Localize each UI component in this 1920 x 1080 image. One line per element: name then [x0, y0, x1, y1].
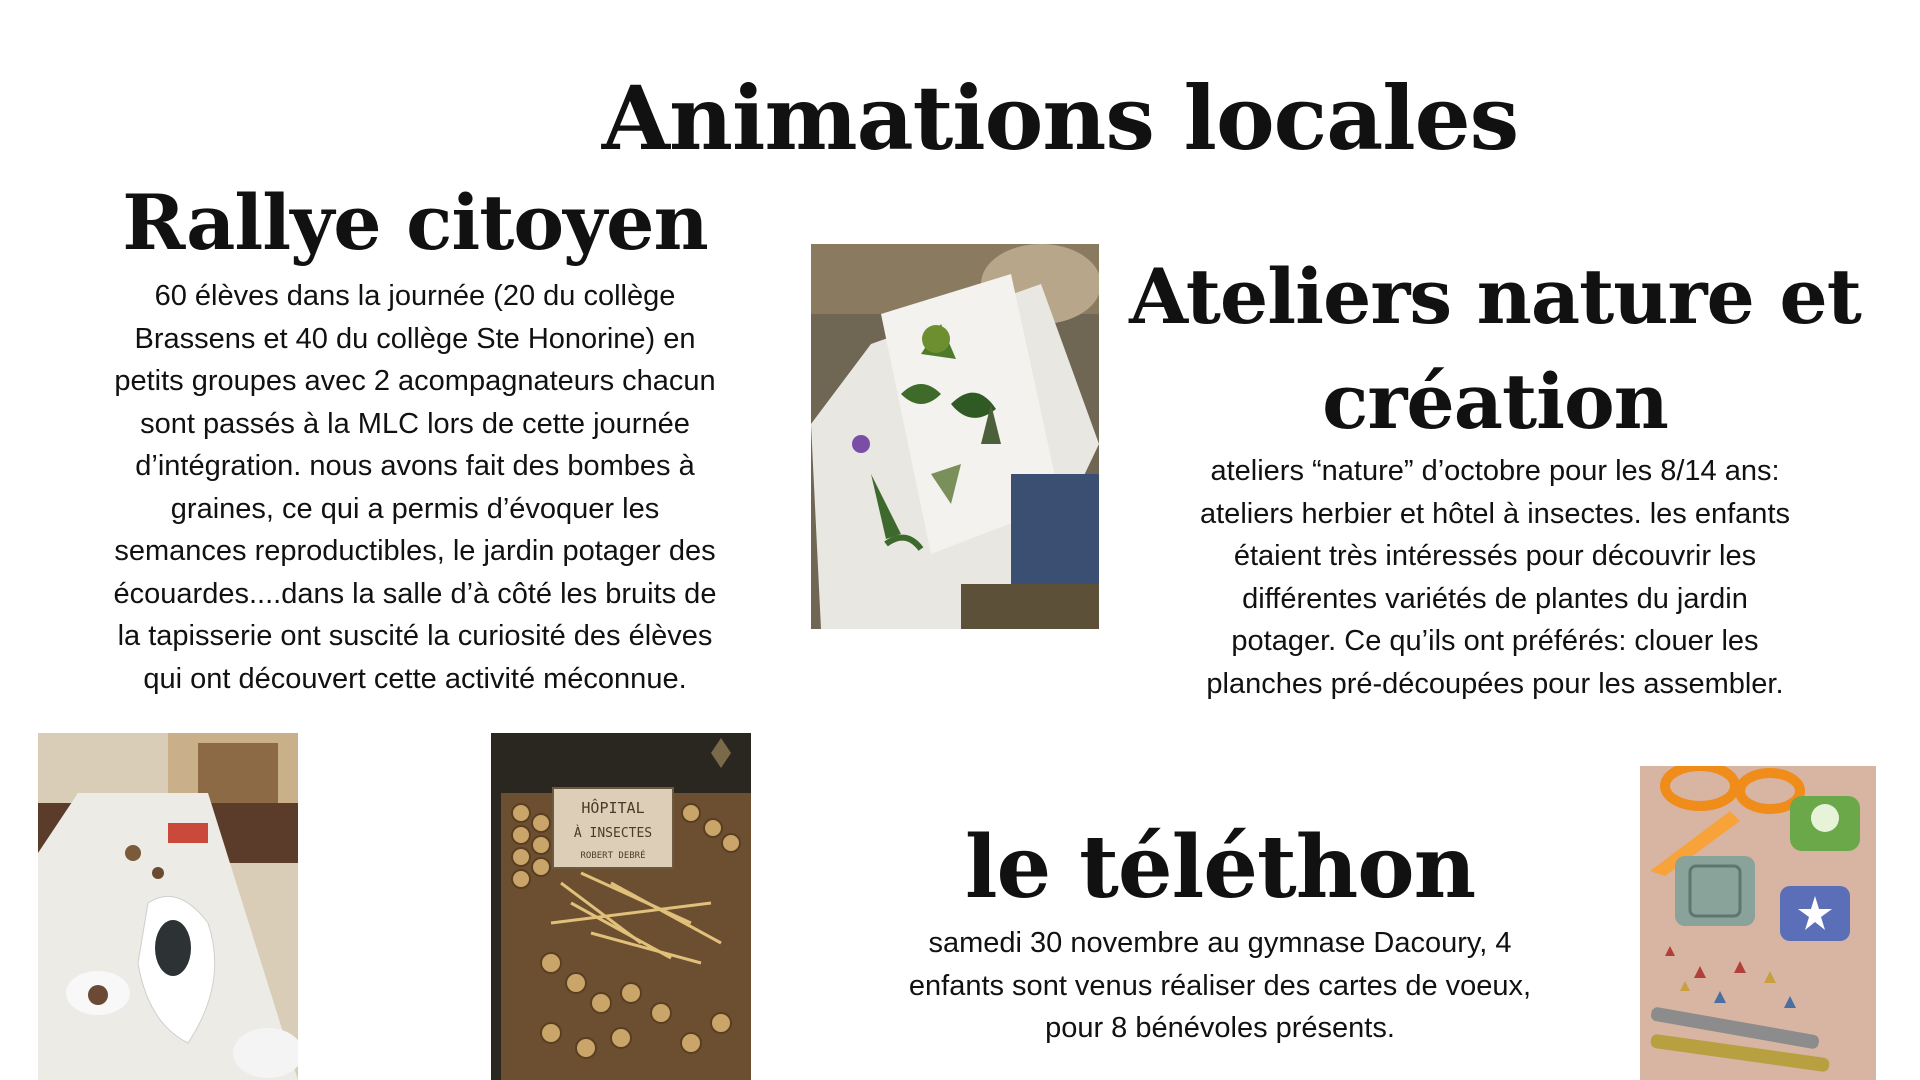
craft-tools-photo: [1640, 766, 1876, 1080]
seed-bombs-photo: [38, 733, 298, 1080]
ateliers-line: potager. Ce qu’ils ont préférés: clouer les: [1231, 625, 1759, 657]
rallye-line: écouardes....dans la salle d’à côté les bruits de: [113, 577, 717, 610]
telethon-line: samedi 30 novembre au gymnase Dacoury, 4: [928, 927, 1512, 959]
rallye-line: semances reproductibles, le jardin potager des: [114, 535, 716, 567]
rallye-line: qui ont découvert cette activité méconnue.: [143, 662, 687, 695]
rallye-line: 60 élèves dans la journée (20 du collège: [154, 280, 676, 312]
telethon-text: [815, 922, 1625, 1050]
rallye-line: Brassens et 40 du collège Ste Honorine) en: [134, 322, 696, 355]
telethon-line: enfants sont venus réaliser des cartes de voeux,: [908, 969, 1532, 1002]
ateliers-heading-line: création: [1322, 357, 1668, 446]
ateliers-heading-line: Ateliers nature et: [1129, 252, 1861, 341]
rallye-line: graines, ce qui a permis d’évoquer les: [170, 492, 660, 525]
insect-sign-line2: À INSECTES: [573, 826, 653, 841]
ateliers-heading: [1110, 244, 1880, 454]
ateliers-line: ateliers herbier et hôtel à insectes. les enfants: [1200, 497, 1790, 530]
rallye-line: petits groupes avec 2 acompagnateurs chacun: [114, 365, 716, 397]
telethon-line: pour 8 bénévoles présents.: [1045, 1012, 1395, 1044]
rallye-line: d’intégration. nous avons fait des bombes à: [135, 450, 695, 482]
insect-sign-line1: HÔPITAL: [581, 799, 645, 817]
rallye-line: la tapisserie ont suscité la curiosité des élèves: [117, 620, 713, 652]
insect-hotel-photo: [491, 733, 751, 1080]
rallye-heading: Rallye citoyen: [122, 178, 708, 267]
ateliers-line: ateliers “nature” d’octobre pour les 8/14 ans:: [1210, 455, 1780, 487]
telethon-heading: le téléthon: [964, 817, 1476, 918]
herbarium-photo: [811, 244, 1099, 629]
rallye-line: sont passés à la MLC lors de cette journée: [140, 407, 690, 440]
page-title: Animations locales: [601, 66, 1519, 170]
ateliers-line: planches pré-découpées pour les assembler.: [1206, 667, 1784, 700]
insect-sign-line3: ROBERT DEBRÉ: [580, 851, 646, 861]
ateliers-line: étaient très intéressés pour découvrir les: [1233, 540, 1757, 572]
ateliers-text: [1110, 450, 1880, 705]
ateliers-line: différentes variétés de plantes du jardin: [1242, 582, 1748, 615]
rallye-text: [30, 275, 800, 700]
